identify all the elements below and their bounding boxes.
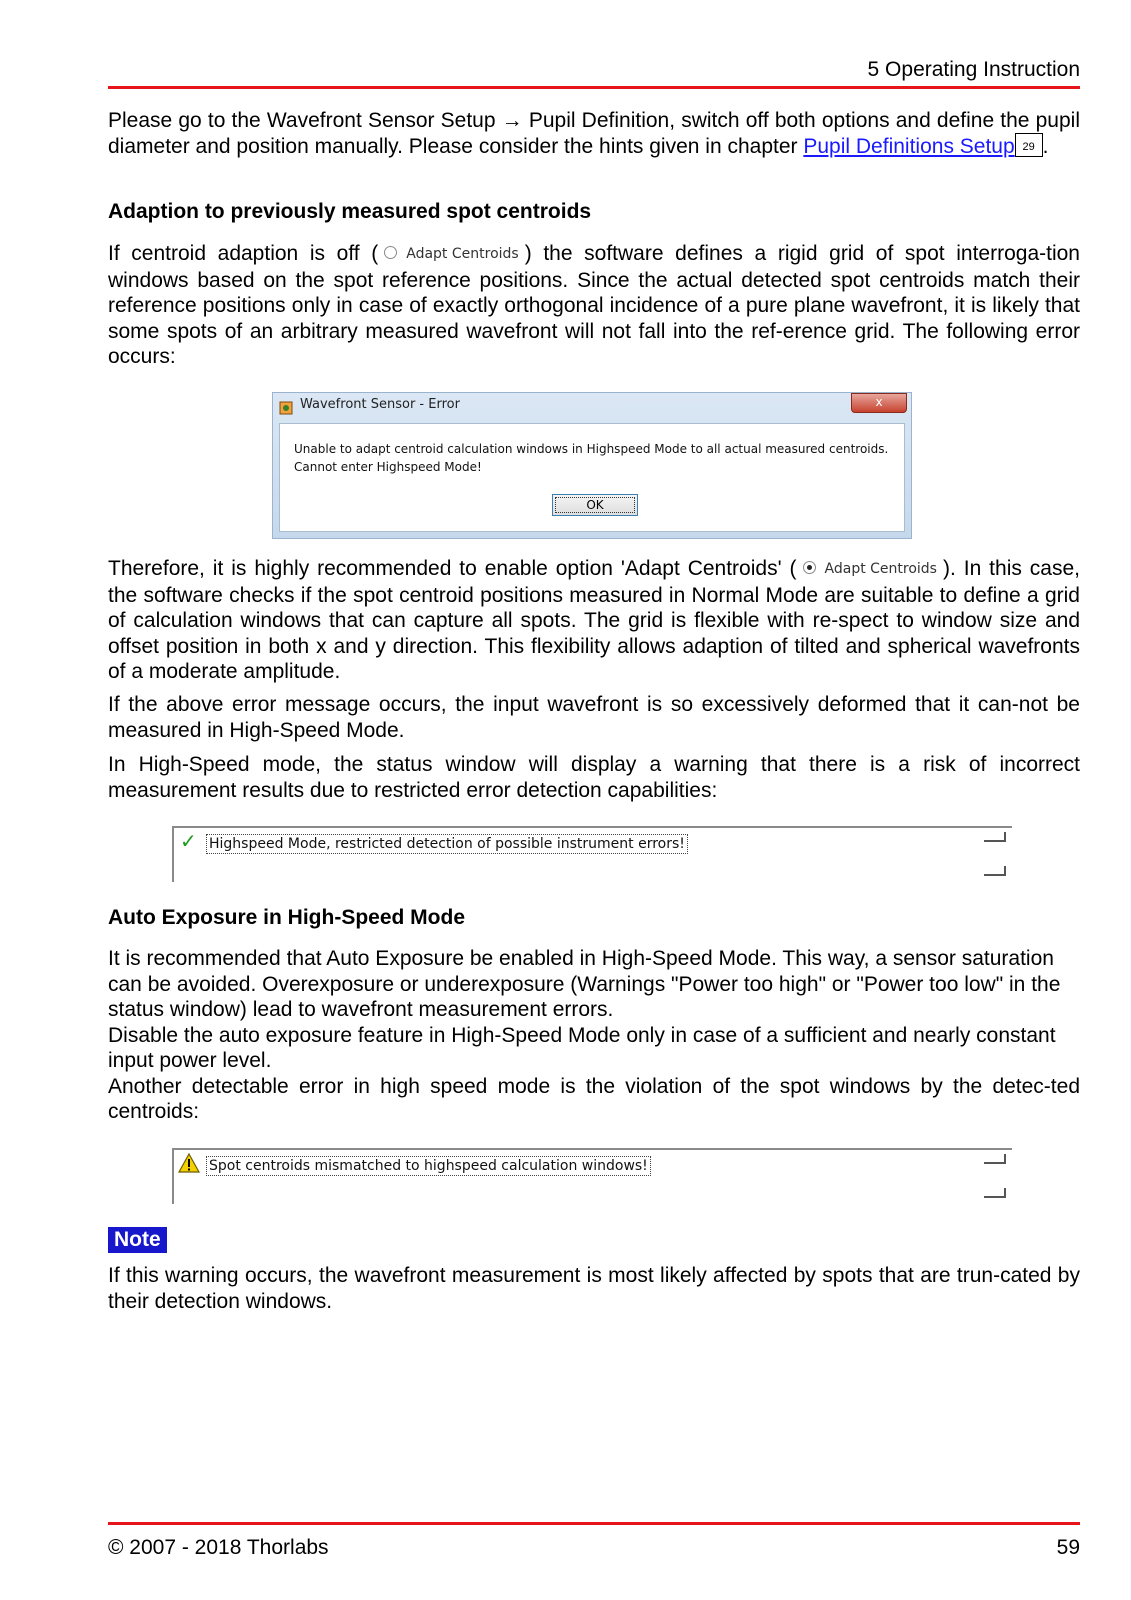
error-dialog — [272, 392, 912, 539]
adapt-centroids-radio-off: Adapt Centroids — [384, 242, 518, 268]
page-ref-box[interactable]: 29 — [1015, 133, 1043, 157]
check-icon: ✓ — [180, 831, 197, 853]
pupil-definitions-link[interactable]: Pupil Definitions Setup — [803, 134, 1015, 158]
running-header: 5 Operating Instruction — [867, 58, 1080, 81]
ok-button[interactable]: OK — [552, 494, 638, 516]
heading-adaption: Adaption to previously measured spot centroids — [108, 200, 592, 223]
warning-icon — [178, 1153, 200, 1173]
scroll-up-icon[interactable] — [984, 1154, 1006, 1164]
header-rule — [108, 86, 1080, 89]
paragraph-centroid-off: If centroid adaption is off ( Adapt Centroids ) the software defines a rigid grid of spot interroga-tion windows based on the spot reference positions. Since the actual detected spot centroids match their reference positions only in case of exactly orthogonal incidence of a pure plane wavefront, it is likely that some spots of an arbitrary measured wavefront will not fall into the ref-erence grid. The following error occurs: — [108, 242, 1080, 368]
scroll-down-icon[interactable] — [984, 866, 1006, 876]
paragraph-note: If this warning occurs, the wavefront measurement is most likely affected by spots that are trun-cated by their detection windows. — [108, 1264, 1080, 1313]
status-window-highspeed — [172, 826, 1012, 882]
radio-checked-icon — [803, 561, 816, 574]
paragraph-pupil: Please go to the Wavefront Sensor Setup → Pupil Definition, switch off both options and define the pupil diameter and position manually. Please consider the hints given in chapter Pupil Definitions Setup 29 . — [108, 109, 1080, 158]
app-icon — [279, 401, 293, 415]
paragraph-error-deformed: If the above error message occurs, the input wavefront is so excessively deformed that it can-not be measured in High-Speed Mode. — [108, 693, 1080, 742]
status-message: Highspeed Mode, restricted detection of possible instrument errors! — [206, 834, 688, 854]
footer-rule — [108, 1522, 1080, 1525]
page-number: 59 — [1056, 1536, 1080, 1559]
footer-copyright: © 2007 - 2018 Thorlabs — [108, 1536, 329, 1559]
status-window-mismatch — [172, 1148, 1012, 1204]
dialog-close-button[interactable]: x — [851, 393, 907, 413]
heading-auto-exposure: Auto Exposure in High-Speed Mode — [108, 906, 466, 929]
paragraph-auto-exposure: It is recommended that Auto Exposure be enabled in High-Speed Mode. This way, a sensor saturation can be avoided. Overexposure or underexposure (Warnings "Power too high" or "Power too low" in the status window) lead to wavefront measurement errors. Disable the auto exposure feature in High-Speed Mode only in case of a sufficient and nearly constant input power level. Another detectable error in high speed mode is the violation of the spot windows by the detec-ted centroids: — [108, 947, 1080, 1123]
dialog-title: Wavefront Sensor - Error — [300, 397, 460, 412]
adapt-centroids-radio-on: Adapt Centroids — [803, 557, 937, 583]
dialog-titlebar — [273, 393, 911, 423]
scroll-down-icon[interactable] — [984, 1188, 1006, 1198]
scroll-up-icon[interactable] — [984, 832, 1006, 842]
dialog-body — [279, 423, 905, 532]
status-message: Spot centroids mismatched to highspeed calculation windows! — [206, 1156, 651, 1176]
radio-unchecked-icon — [384, 246, 397, 259]
note-badge: Note — [108, 1227, 167, 1253]
paragraph-recommend-adapt: Therefore, it is highly recommended to enable option 'Adapt Centroids' ( Adapt Centroids ). In this case, the software checks if the spot centroid positions measured in Normal Mode are suitable to define a grid of calculation windows that can capture all spots. The grid is flexible with re-spect to window size and offset position in both x and y direction. This flexibility allows adaption of tilted and spherical wavefronts of a moderate amplitude. — [108, 557, 1080, 683]
dialog-message: Unable to adapt centroid calculation windows in Highspeed Mode to all actual measured centroids. Cannot enter Highspeed Mode! — [294, 442, 889, 474]
paragraph-status-warning: In High-Speed mode, the status window will display a warning that there is a risk of incorrect measurement results due to restricted error detection capabilities: — [108, 753, 1080, 802]
